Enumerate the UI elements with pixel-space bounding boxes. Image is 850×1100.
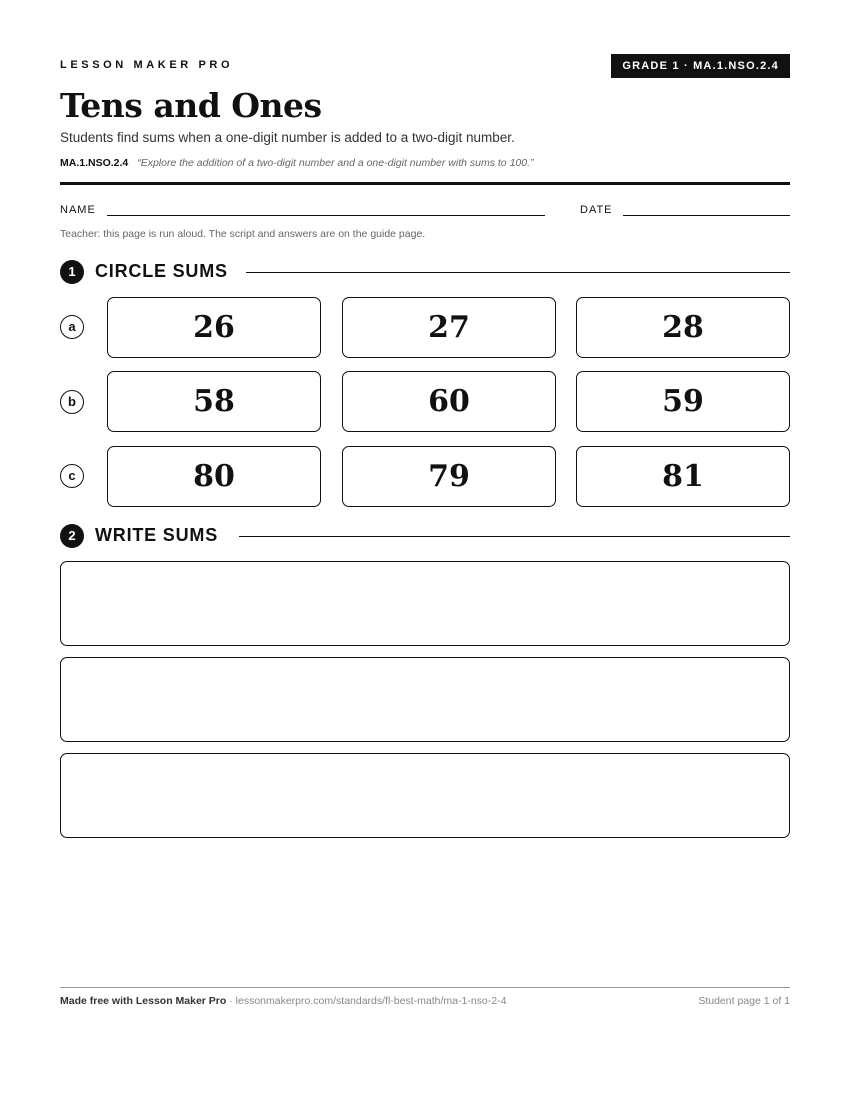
section-number-badge: 2 [60,524,84,548]
section-divider [246,272,790,273]
page-title: Tens and Ones [60,86,322,125]
section-number-badge: 1 [60,260,84,284]
footer-divider [60,987,790,988]
write-answer-box[interactable] [60,657,790,742]
name-label: NAME [60,204,96,216]
date-label: DATE [580,204,613,216]
footer-url-link[interactable]: lessonmakerpro.com/standards/fl-best-math/ma-1-nso-2-4 [235,995,507,1007]
section-write-sums-header [60,523,790,549]
header-divider [60,182,790,185]
row-label-a: a [60,315,84,339]
write-answer-box[interactable] [60,753,790,838]
footer-brand: Made free with Lesson Maker Pro [60,995,227,1007]
page-subtitle: Students find sums when a one-digit number is added to a two-digit number. [60,130,515,145]
write-answer-box[interactable] [60,561,790,646]
answer-choice[interactable]: 58 [107,371,321,432]
section-divider [239,536,790,537]
teacher-note: Teacher: this page is run aloud. The script and answers are on the guide page. [60,228,426,240]
answer-choice[interactable]: 26 [107,297,321,358]
section-title: WRITE SUMS [95,525,218,545]
name-field[interactable] [107,215,545,216]
grade-badge: GRADE 1 · MA.1.NSO.2.4 [611,54,790,78]
answer-choice[interactable]: 59 [576,371,790,432]
answer-choice[interactable]: 27 [342,297,556,358]
worksheet-page [60,0,790,1100]
row-label-c: c [60,464,84,488]
header-bar [60,54,790,78]
answer-choice[interactable]: 79 [342,446,556,507]
standard-line [60,157,534,169]
answer-choice[interactable]: 28 [576,297,790,358]
standard-quote: “Explore the addition of a two-digit number and a one-digit number with sums to 100.” [137,157,534,169]
answer-choice[interactable]: 80 [107,446,321,507]
standard-code: MA.1.NSO.2.4 [60,157,129,169]
date-field[interactable] [623,215,790,216]
footer-credit [60,995,506,1007]
footer-page-number: Student page 1 of 1 [698,995,790,1007]
section-title: CIRCLE SUMS [95,261,228,281]
footer-separator: · [229,995,233,1007]
row-label-b: b [60,390,84,414]
section-circle-sums-header [60,259,790,285]
brand-name: LESSON MAKER PRO [60,59,234,71]
name-date-row [60,203,790,219]
answer-choice[interactable]: 81 [576,446,790,507]
answer-choice[interactable]: 60 [342,371,556,432]
